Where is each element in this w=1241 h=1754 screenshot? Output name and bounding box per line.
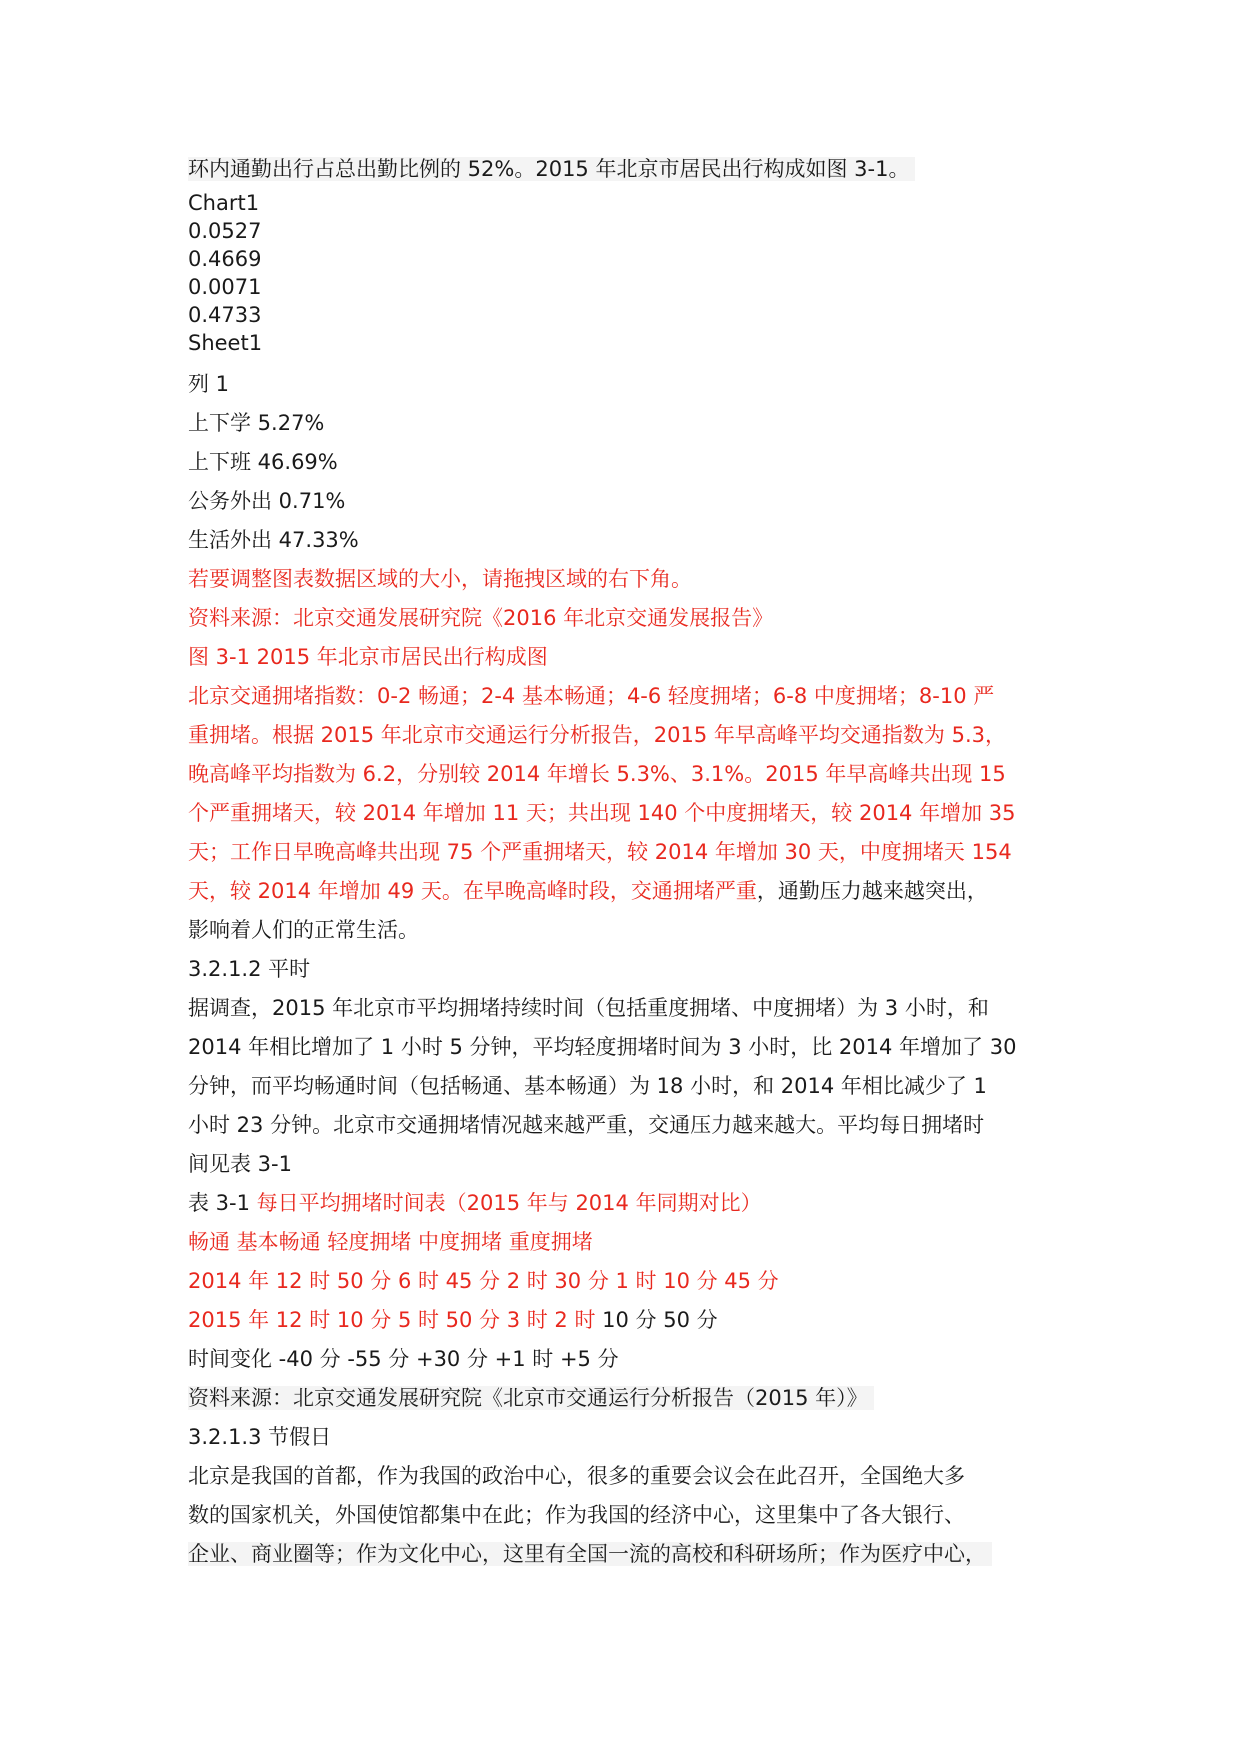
table-header-row: 畅通 基本畅通 轻度拥堵 中度拥堵 重度拥堵	[188, 1230, 593, 1254]
sheet-column-header: 列 1	[188, 372, 230, 396]
paragraph-line: 天，较 2014 年增加 49 天。在早晚高峰时段，交通拥堵严重，通勤压力越来越突出，	[188, 879, 988, 903]
paragraph-line: 个严重拥堵天，较 2014 年增加 11 天；共出现 140 个中度拥堵天，较 2014 年增加 35	[188, 801, 1016, 825]
source-note: 资料来源：北京交通发展研究院《北京市交通运行分析报告（2015 年）》	[188, 1379, 1088, 1418]
paragraph-line: 北京是我国的首都，作为我国的政治中心，很多的重要会议会在此召开，全国绝大多	[188, 1464, 965, 1488]
table-row-2015: 2015 年 12 时 10 分 5 时 50 分 3 时 2 时 10 分 50 分	[188, 1308, 718, 1332]
source-note: 资料来源：北京交通发展研究院《2016 年北京交通发展报告》	[188, 606, 774, 630]
paragraph-line: 数的国家机关，外国使馆都集中在此；作为我国的经济中心，这里集中了各大银行、	[188, 1503, 965, 1527]
paragraph-line: 小时 23 分钟。北京市交通拥堵情况越来越严重，交通压力越来越大。平均每日拥堵时	[188, 1113, 985, 1137]
chart-dump-value: 0.4733	[188, 303, 262, 327]
section-heading: 3.2.1.3 节假日	[188, 1425, 332, 1449]
paragraph-line: 晚高峰平均指数为 6.2，分别较 2014 年增长 5.3%、3.1%。2015 年早高峰共出现 15	[188, 762, 1006, 786]
chart-dump-value: 0.4669	[188, 247, 262, 271]
figure-caption: 图 3-1 2015 年北京市居民出行构成图	[188, 645, 548, 669]
sheet-row: 上下班 46.69%	[188, 450, 338, 474]
sheet-name: Sheet1	[188, 331, 263, 355]
paragraph-line: 分钟，而平均畅通时间（包括畅通、基本畅通）为 18 小时，和 2014 年相比减少了 1	[188, 1074, 987, 1098]
chart-dump-value: 0.0071	[188, 275, 262, 299]
paragraph-line: 据调查，2015 年北京市平均拥堵持续时间（包括重度拥堵、中度拥堵）为 3 小时，和	[188, 996, 989, 1020]
paragraph-line: 重拥堵。根据 2015 年北京市交通运行分析报告，2015 年早高峰平均交通指数为 5.3，	[188, 723, 1006, 747]
paragraph-line: 天；工作日早晚高峰共出现 75 个严重拥堵天，较 2014 年增加 30 天，中度拥堵天 154	[188, 840, 1012, 864]
paragraph-line: 企业、商业圈等；作为文化中心，这里有全国一流的高校和科研场所；作为医疗中心，	[188, 1535, 1088, 1574]
sheet-row: 上下学 5.27%	[188, 411, 325, 435]
table-title: 表 3-1 每日平均拥堵时间表（2015 年与 2014 年同期对比）	[188, 1191, 762, 1215]
intro-line: 环内通勤出行占总出勤比例的 52%。2015 年北京市居民出行构成如图 3-1。	[188, 150, 1088, 189]
chart-dump-value: 0.0527	[188, 219, 262, 243]
paragraph-line: 影响着人们的正常生活。	[188, 918, 419, 942]
sheet-row: 公务外出 0.71%	[188, 489, 346, 513]
sheet-row: 生活外出 47.33%	[188, 528, 359, 552]
resize-hint: 若要调整图表数据区域的大小，请拖拽区域的右下角。	[188, 567, 692, 591]
chart-dump-title: Chart1	[188, 191, 260, 215]
section-heading: 3.2.1.2 平时	[188, 957, 311, 981]
paragraph-line: 2014 年相比增加了 1 小时 5 分钟，平均轻度拥堵时间为 3 小时，比 2014 年增加了 30	[188, 1035, 1017, 1059]
paragraph-line: 北京交通拥堵指数：0-2 畅通；2-4 基本畅通；4-6 轻度拥堵；6-8 中度拥堵；8-10 严	[188, 684, 995, 708]
table-row-change: 时间变化 -40 分 -55 分 +30 分 +1 时 +5 分	[188, 1347, 619, 1371]
table-row-2014: 2014 年 12 时 50 分 6 时 45 分 2 时 30 分 1 时 10 分 45 分	[188, 1269, 779, 1293]
document-page	[188, 150, 1088, 1574]
paragraph-line: 间见表 3-1	[188, 1152, 292, 1176]
